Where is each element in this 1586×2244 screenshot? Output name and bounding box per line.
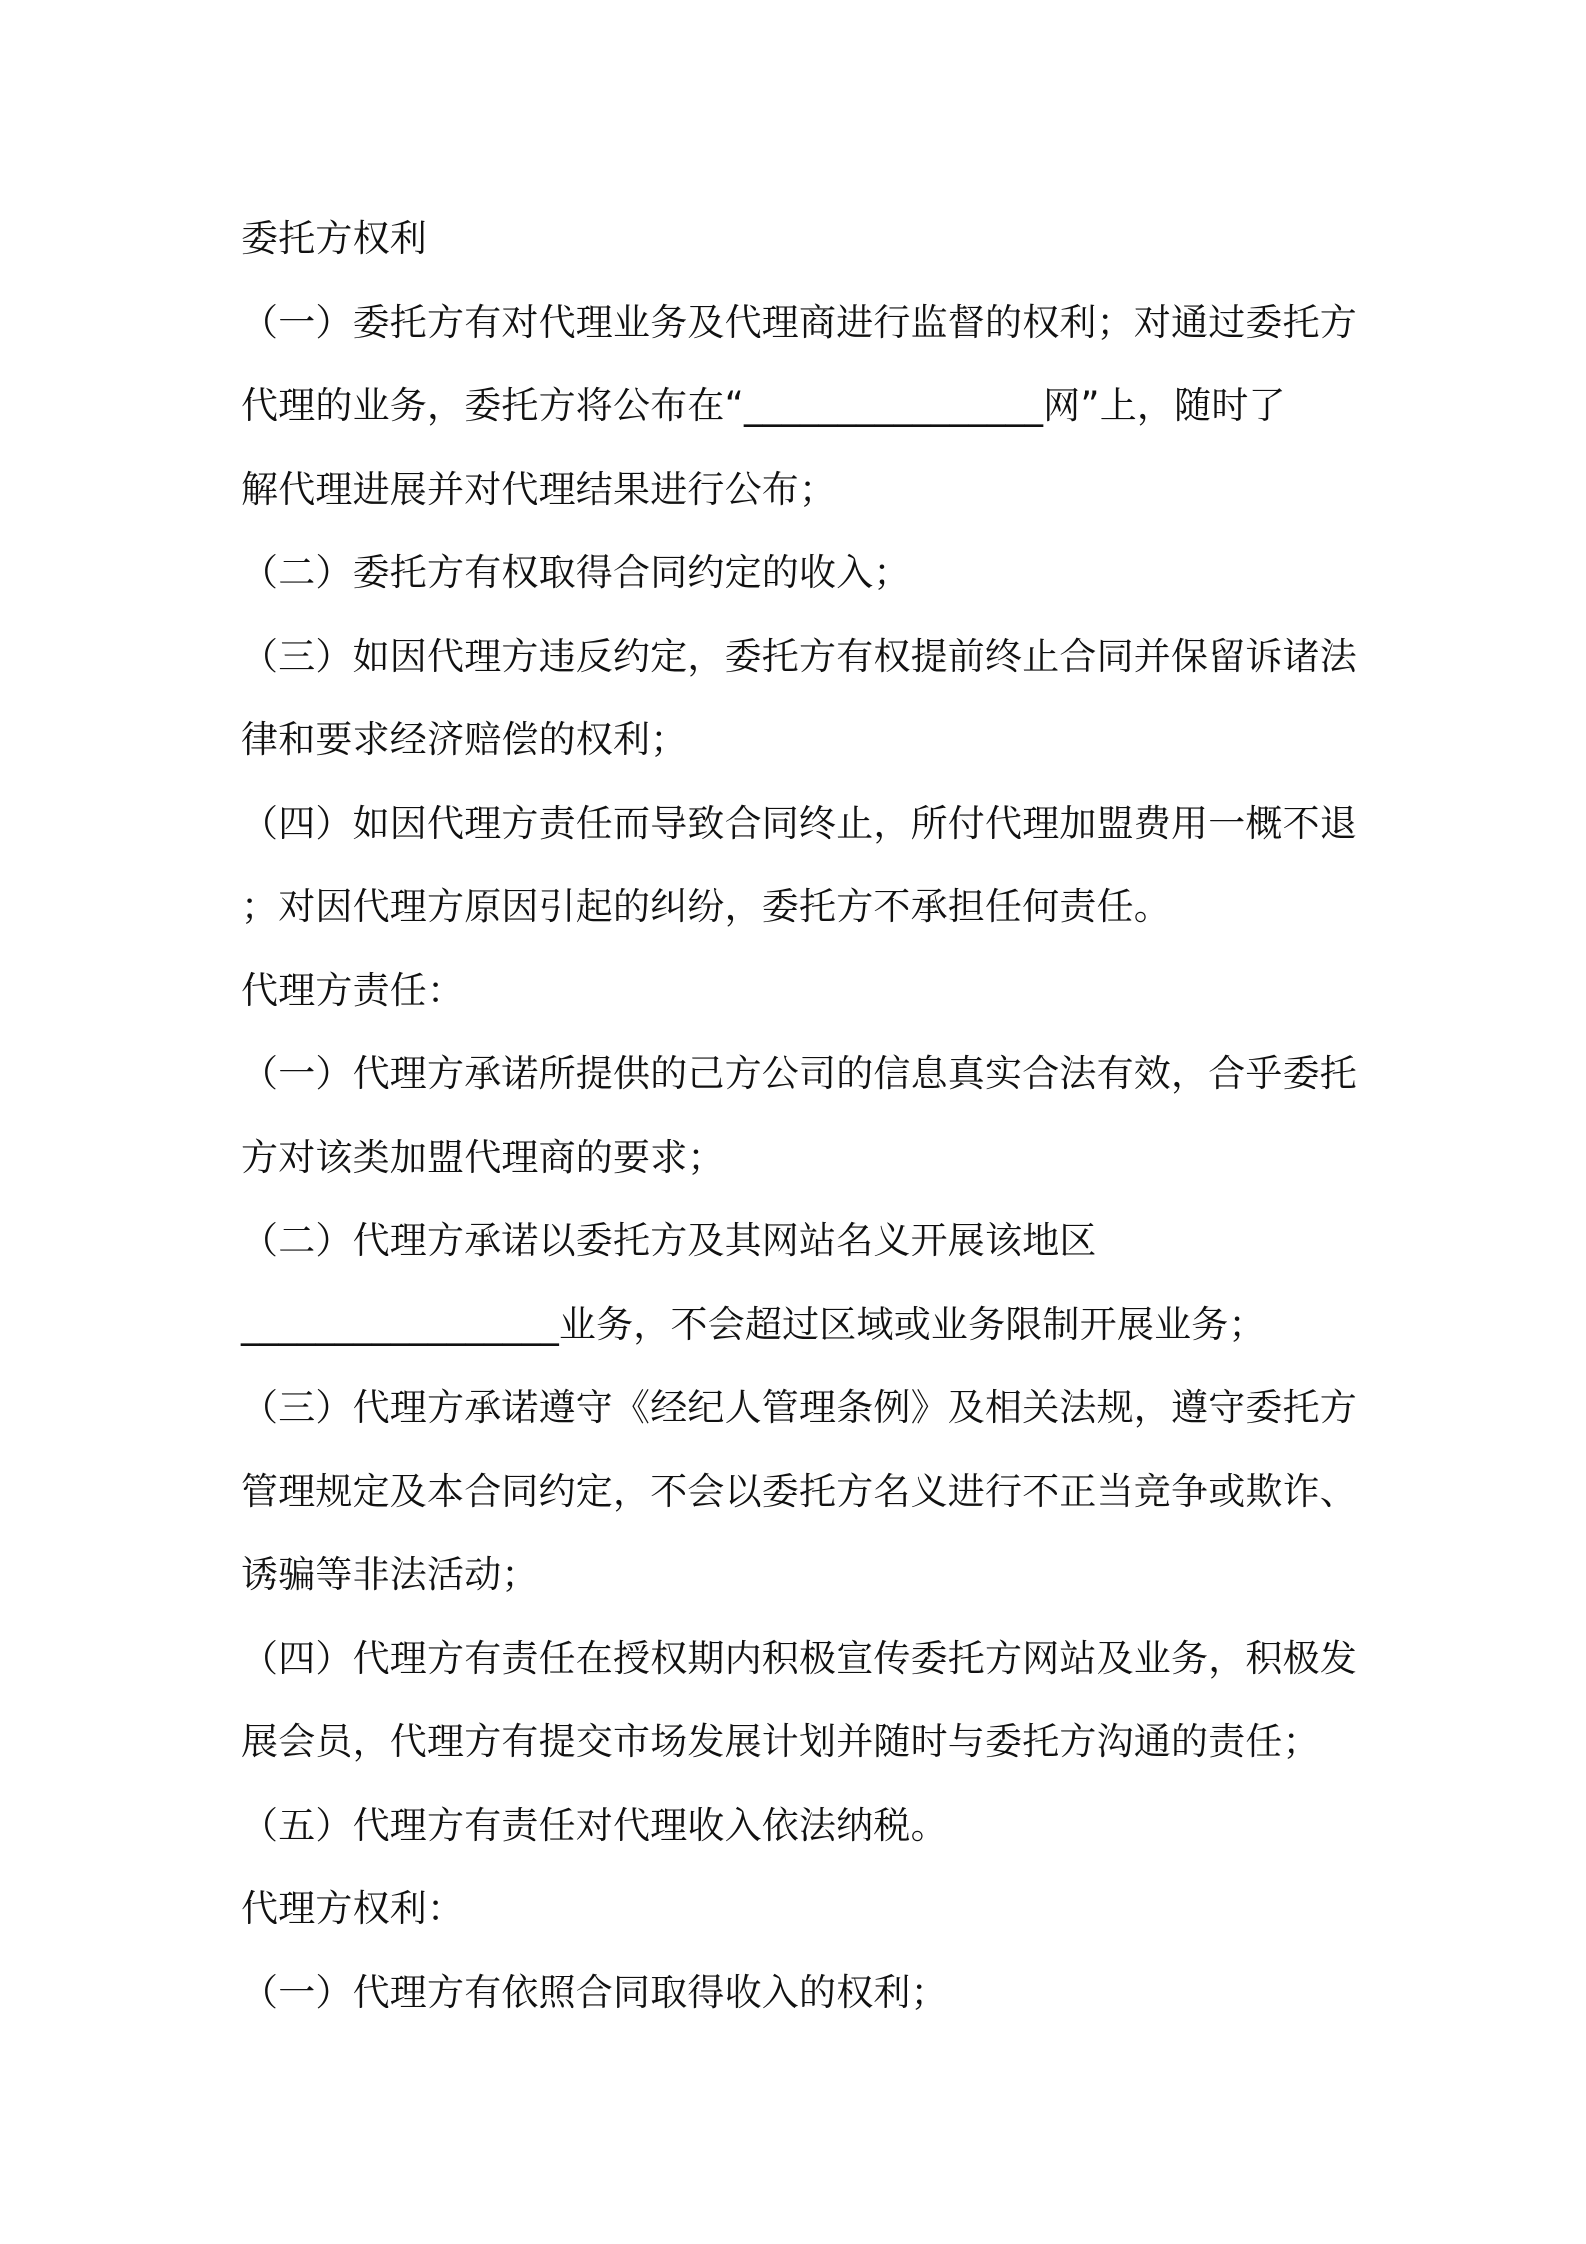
- paragraph-line: （三）如因代理方违反约定，委托方有权提前终止合同并保留诉诸法: [241, 634, 1357, 678]
- paragraph-line: 诱骗等非法活动；: [241, 1553, 539, 1596]
- paragraph-line: （二）委托方有权取得合同约定的收入；: [241, 551, 911, 594]
- section-heading-client-rights: 委托方权利: [241, 217, 427, 260]
- paragraph-line: 解代理进展并对代理结果进行公布；: [241, 467, 837, 511]
- paragraph-line: （四）代理方有责任在授权期内积极宣传委托方网站及业务，积极发: [241, 1636, 1357, 1680]
- paragraph-line: （一）代理方承诺所提供的己方公司的信息真实合法有效，合乎委托: [241, 1052, 1357, 1095]
- paragraph-line: 管理规定及本合同约定，不会以委托方名义进行不正当竞争或欺诈、: [241, 1469, 1357, 1513]
- section-heading-agent-rights: 代理方权利：: [241, 1887, 465, 1930]
- paragraph-line: 律和要求经济赔偿的权利；: [241, 718, 688, 761]
- paragraph-line: （一）委托方有对代理业务及代理商进行监督的权利；对通过委托方: [241, 300, 1357, 344]
- paragraph-line: （一）代理方有依照合同取得收入的权利；: [241, 1970, 948, 2014]
- paragraph-line: _________________业务，不会超过区域或业务限制开展业务；: [241, 1302, 1266, 1346]
- paragraph-line: （五）代理方有责任对代理收入依法纳税。: [241, 1803, 948, 1847]
- section-heading-agent-responsibilities: 代理方责任：: [241, 968, 465, 1012]
- paragraph-line: 展会员，代理方有提交市场发展计划并随时与委托方沟通的责任；: [241, 1720, 1320, 1763]
- paragraph-line: ；对因代理方原因引起的纠纷，委托方不承担任何责任。: [241, 885, 1171, 928]
- contract-text: [241, 197, 1361, 2034]
- paragraph-line: （四）如因代理方责任而导致合同终止，所付代理加盟费用一概不退: [241, 801, 1357, 845]
- paragraph-line: （三）代理方承诺遵守《经纪人管理条例》及相关法规，遵守委托方: [241, 1386, 1357, 1429]
- paragraph-line: 方对该类加盟代理商的要求；: [241, 1135, 725, 1179]
- paragraph-line: 代理的业务，委托方将公布在“________________网”上，随时了: [241, 384, 1286, 427]
- paragraph-line: （二）代理方承诺以委托方及其网站名义开展该地区: [241, 1219, 1097, 1262]
